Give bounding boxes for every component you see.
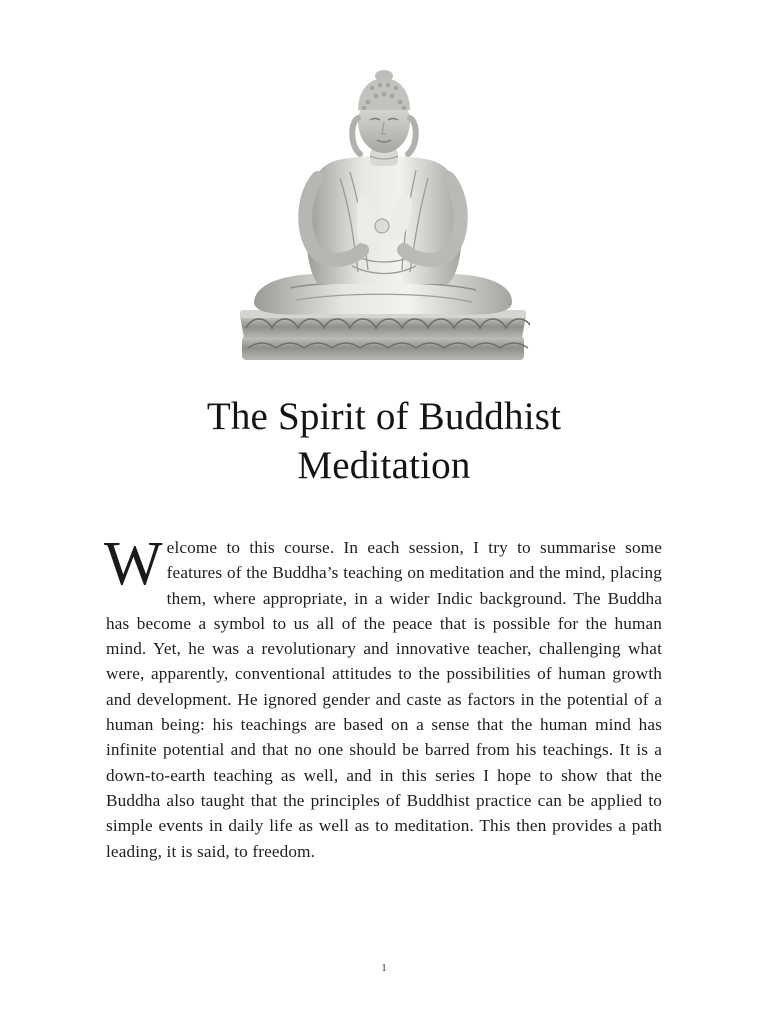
body-paragraph xyxy=(104,530,662,864)
paragraph-text: elcome to this course. In each session, I try to summarise some features of the Buddha’s teaching on meditation and the mind, placing them, where appropriate, in a wider Indic background. The Buddha has become a symbol to us all of the peace that is possible for the human mind. Yet, he was a revolutionary and innovative teacher, challenging what were, apparently, conventional attitudes to the possibilities of human growth and development. He ignored gender and caste as factors in the potential of a human being: his teachings are based on a sense that the human mind has infinite potential and that no one should be barred from his teachings. It is a down-to-earth teaching as well, and in this series I hope to show that the Buddha also taught that the principles of Buddhist practice can be applied to simple events in daily life as well as to meditation. This then provides a path leading, it is said, to freedom. xyxy=(106,538,662,861)
drop-cap: W xyxy=(104,530,163,598)
page-title xyxy=(84,392,684,490)
title-line-2: Meditation xyxy=(297,444,471,487)
page-number: 1 xyxy=(381,962,387,974)
title-line-1: The Spirit of Buddhist xyxy=(206,395,562,438)
buddha-statue-image xyxy=(236,66,530,362)
